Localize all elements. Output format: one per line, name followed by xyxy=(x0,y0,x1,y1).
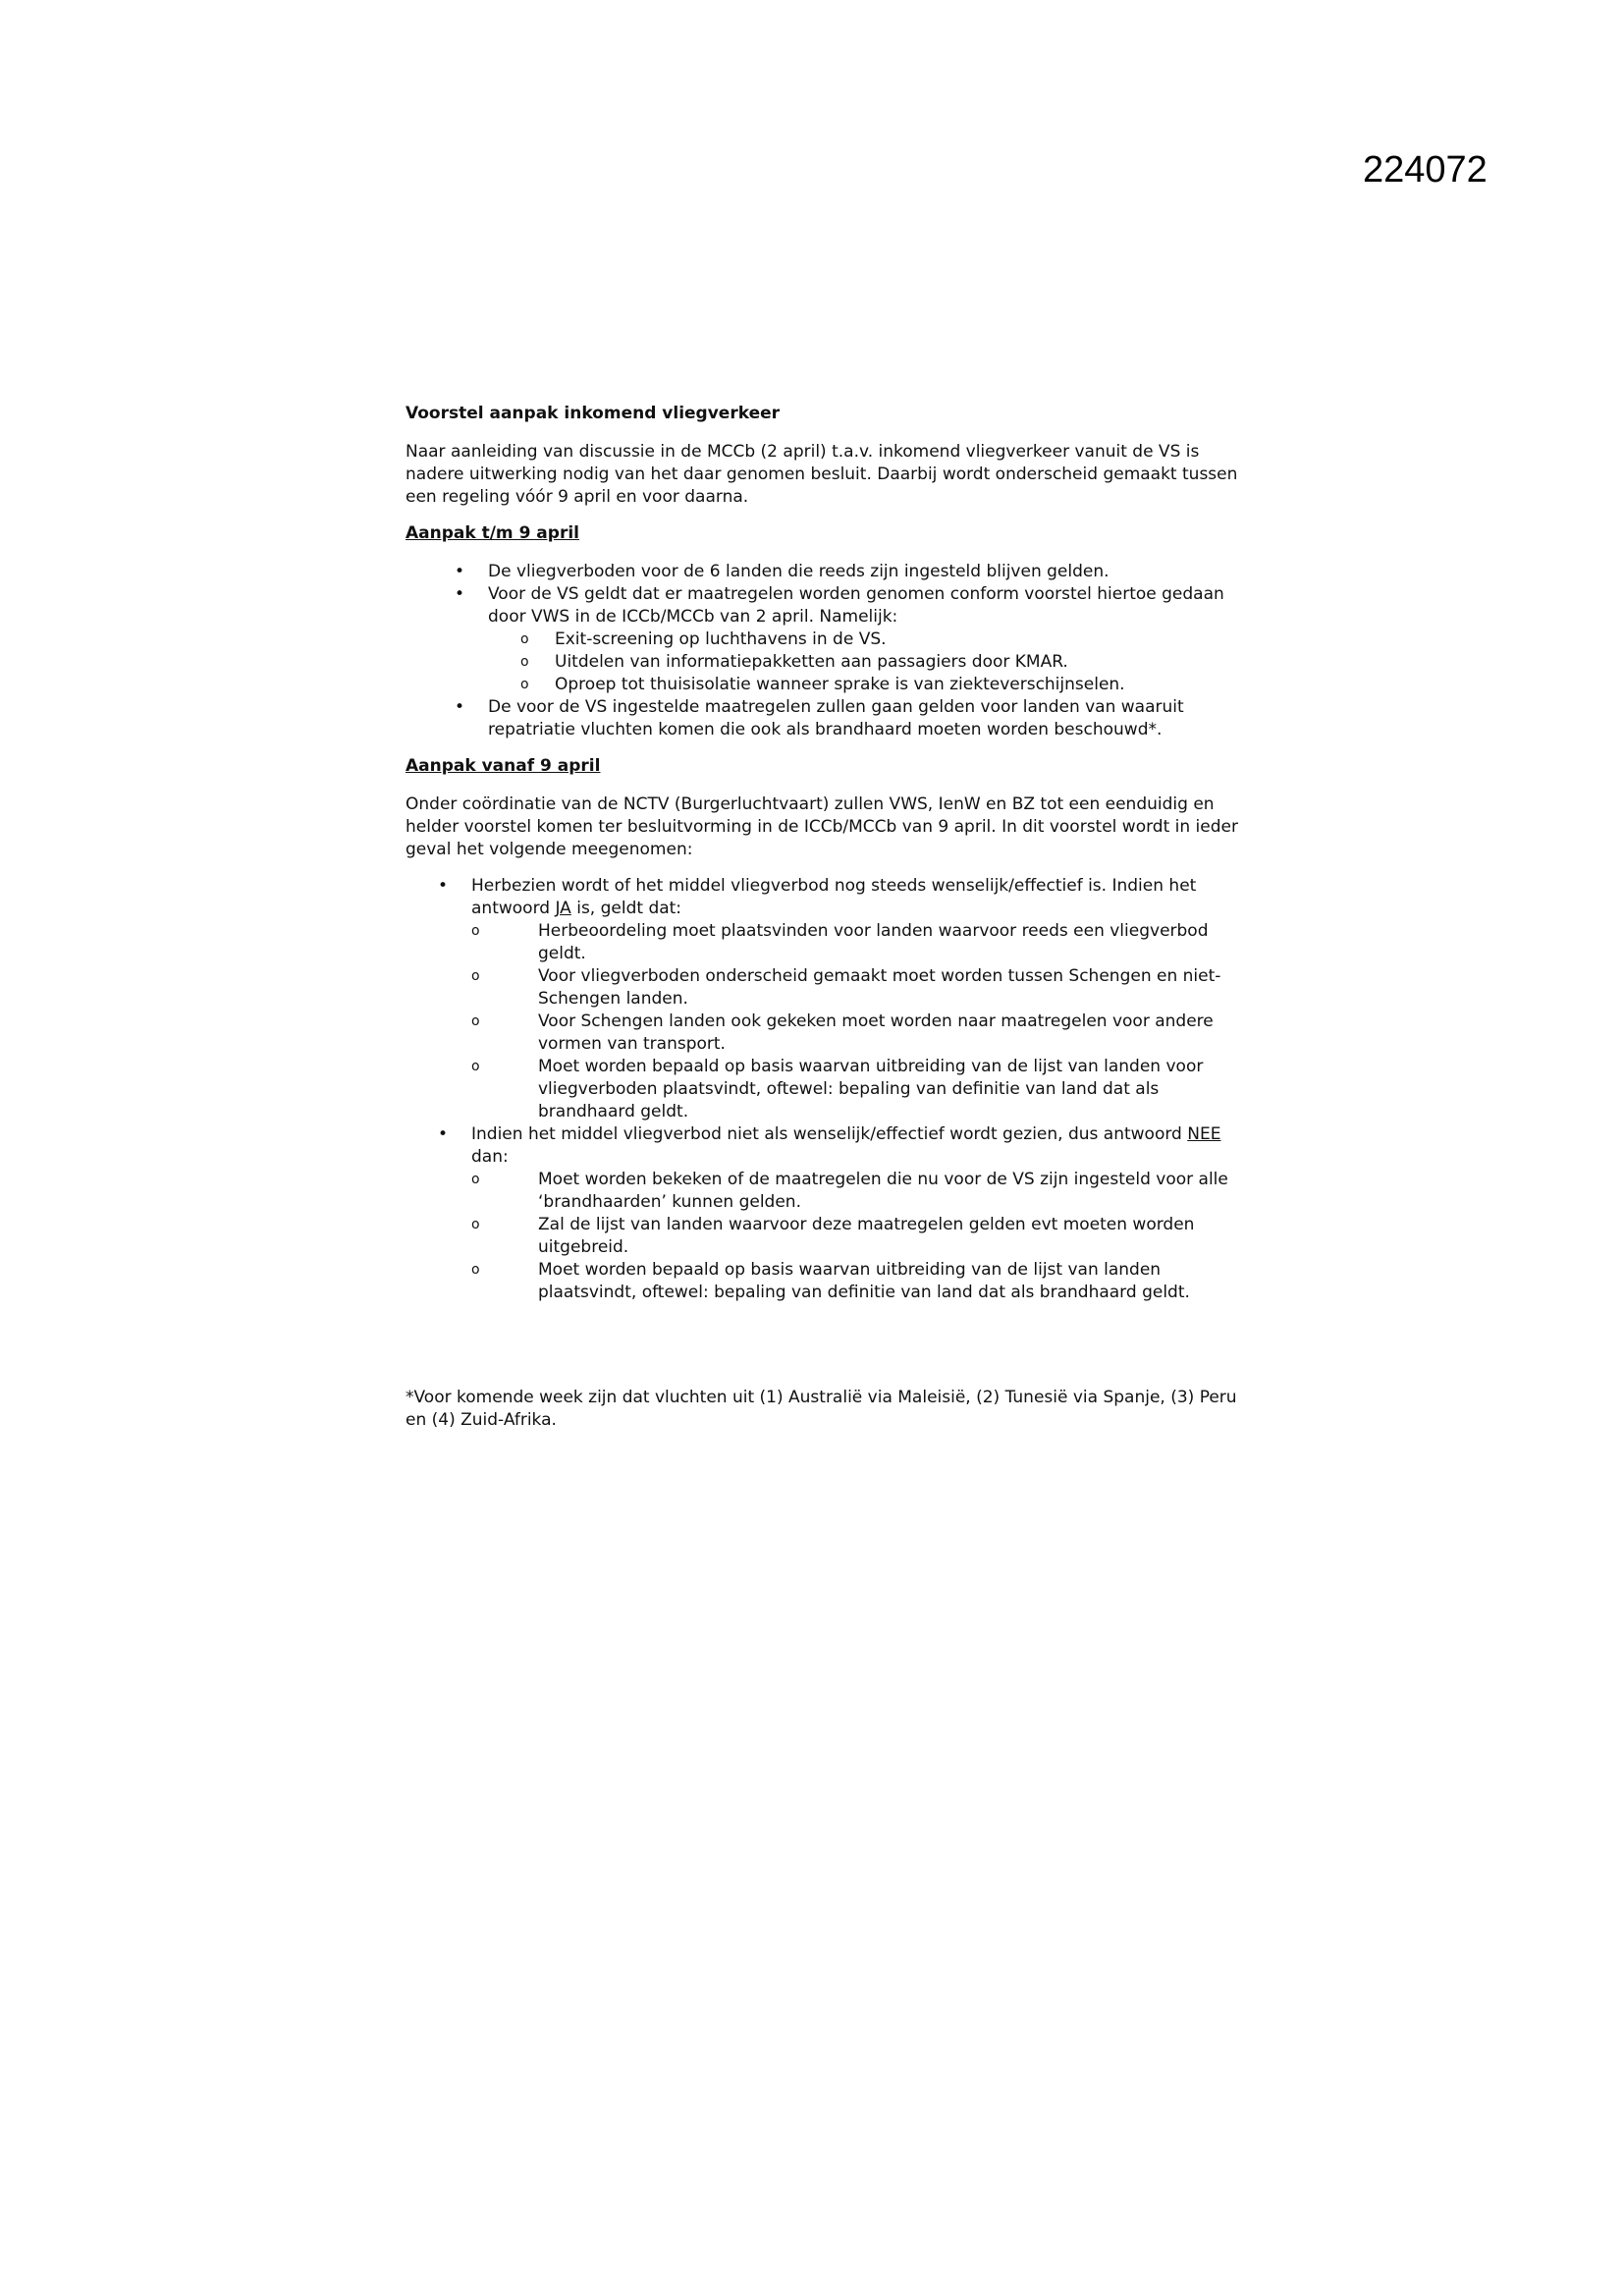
sublist-item: o Moet worden bepaald op basis waarvan uitbreiding van de lijst van landen voor vliegverboden plaatsvindt, oftewel: bepaling van definitie van land dat als brandhaard geldt. xyxy=(471,1056,1250,1123)
sublist-item: o Voor Schengen landen ook gekeken moet worden naar maatregelen voor andere vormen van transport. xyxy=(471,1011,1250,1056)
sublist-item: o Herbeoordeling moet plaatsvinden voor landen waarvoor reeds een vliegverbod geldt. xyxy=(471,920,1250,965)
list-item xyxy=(406,583,1250,696)
sublist xyxy=(471,920,1250,1123)
sublist xyxy=(488,629,1250,696)
list-item xyxy=(406,1123,1250,1304)
document-body xyxy=(406,403,1250,1432)
footnote: *Voor komende week zijn dat vluchten uit (1) Australië via Maleisië, (2) Tunesië via Spanje, (3) Peru en (4) Zuid-Afrika. xyxy=(406,1388,1237,1430)
sublist-item: o Exit-screening op luchthavens in de VS. xyxy=(488,629,1250,651)
list-item-text: is, geldt dat: xyxy=(570,899,682,918)
sublist-item: o Moet worden bepaald op basis waarvan uitbreiding van de lijst van landen plaatsvindt, oftewel: bepaling van definitie van land dat als brandhaard geldt. xyxy=(471,1259,1250,1304)
list-item xyxy=(406,875,1250,1123)
document-title: Voorstel aanpak inkomend vliegverkeer xyxy=(406,404,781,423)
list-item-text: Indien het middel vliegverbod niet als wenselijk/effectief wordt gezien, dus antwoord xyxy=(471,1124,1188,1144)
section2-list xyxy=(406,875,1250,1304)
intro-paragraph: Naar aanleiding van discussie in de MCCb (2 april) t.a.v. inkomend vliegverkeer vanuit de VS is nadere uitwerking nodig van het daar genomen besluit. Daarbij wordt onderscheid gemaakt tussen een regeling vóór 9 april en voor daarna. xyxy=(406,442,1238,507)
list-item: • De vliegverboden voor de 6 landen die reeds zijn ingesteld blijven gelden. xyxy=(406,561,1250,583)
section-heading-until-9-april: Aanpak t/m 9 april xyxy=(406,523,579,543)
spacer xyxy=(406,1318,1250,1387)
list-item-text: dan: xyxy=(471,1147,509,1167)
section-heading-from-9-april: Aanpak vanaf 9 april xyxy=(406,756,601,776)
list-item: • De voor de VS ingestelde maatregelen zullen gaan gelden voor landen van waaruit repatriatie vluchten komen die ook als brandhaard moeten worden beschouwd*. xyxy=(406,696,1250,741)
sublist-item: o Moet worden bekeken of de maatregelen die nu voor de VS zijn ingesteld voor alle ‘brandhaarden’ kunnen gelden. xyxy=(471,1169,1250,1214)
document-number: 224072 xyxy=(1363,149,1488,191)
list-item-text: Herbezien wordt of het middel vliegverbod nog steeds wenselijk/effectief is. Indien het antwoord xyxy=(471,876,1197,918)
section1-list xyxy=(406,561,1250,741)
list-item-text: Voor de VS geldt dat er maatregelen worden genomen conform voorstel hiertoe gedaan door VWS in de ICCb/MCCb van 2 april. Namelijk: xyxy=(488,584,1224,627)
sublist-item: o Zal de lijst van landen waarvoor deze maatregelen gelden evt moeten worden uitgebreid. xyxy=(471,1214,1250,1259)
sublist xyxy=(471,1169,1250,1304)
sublist-item: o Uitdelen van informatiepakketten aan passagiers door KMAR. xyxy=(488,651,1250,674)
answer-ja: JA xyxy=(555,899,571,918)
sublist-item: o Voor vliegverboden onderscheid gemaakt moet worden tussen Schengen en niet-Schengen landen. xyxy=(471,965,1250,1011)
sublist-item: o Oproep tot thuisisolatie wanneer sprake is van ziekteverschijnselen. xyxy=(488,674,1250,696)
answer-nee: NEE xyxy=(1187,1124,1221,1144)
section2-intro: Onder coördinatie van de NCTV (Burgerluchtvaart) zullen VWS, IenW en BZ tot een eenduidig en helder voorstel komen ter besluitvorming in de ICCb/MCCb van 9 april. In dit voorstel wordt in ieder geval het volgende meegenomen: xyxy=(406,794,1238,859)
